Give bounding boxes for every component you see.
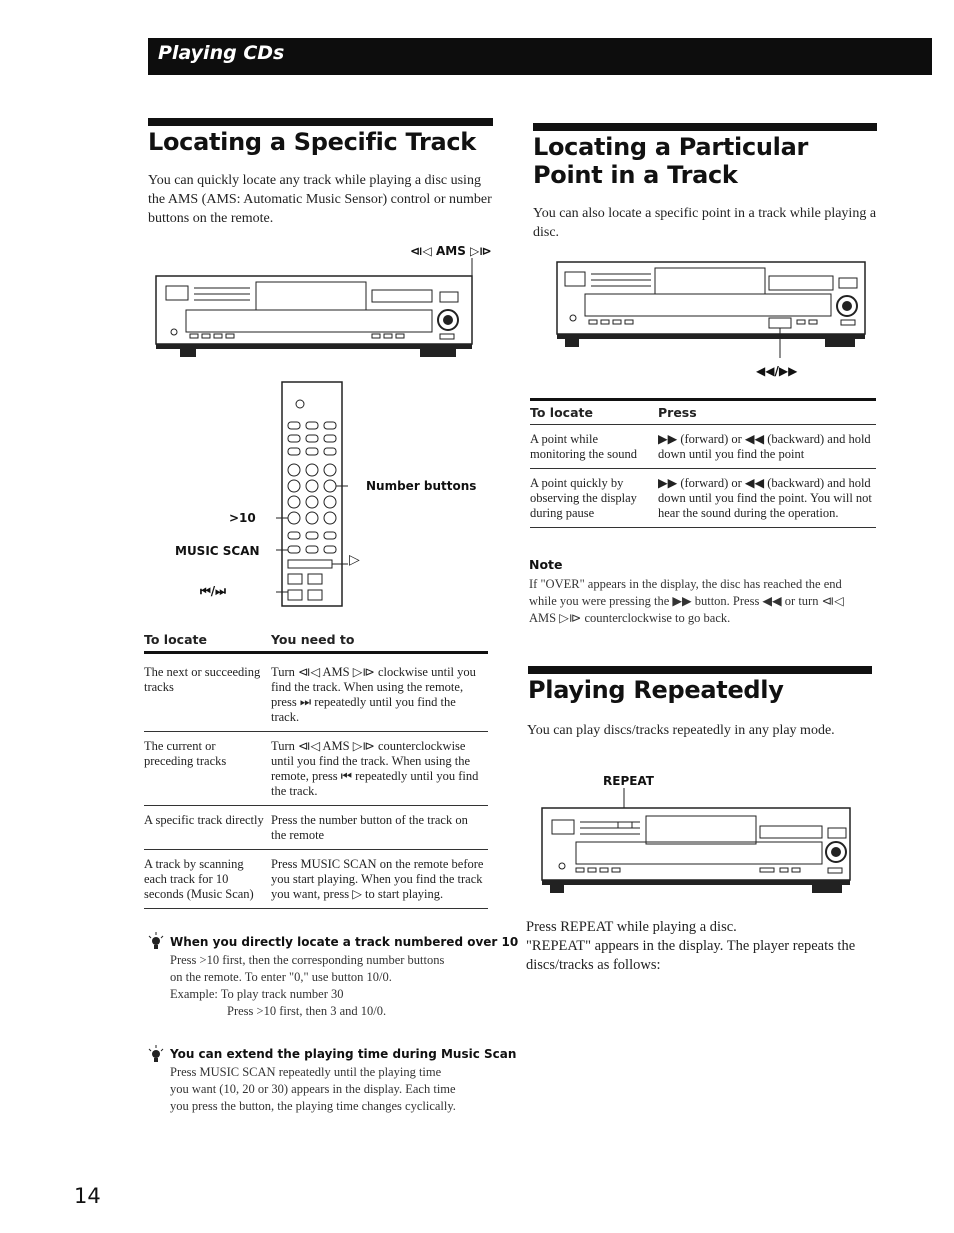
intro-locate-point: You can also locate a specific point in a track while playing a disc.: [533, 206, 877, 240]
table-cell: A point quickly by observing the display during pause: [530, 469, 658, 528]
table-row: [144, 850, 488, 909]
table-header: Press: [658, 405, 697, 420]
table-header: To locate: [530, 405, 593, 420]
ffrew-label: ◀◀/▶▶: [756, 364, 798, 378]
tip-line: Press >10 first, then 3 and 10/0.: [227, 1004, 387, 1018]
table-cell: Turn ⧏◁ AMS ▷⧐ counterclockwise until you find the track. When using the remote, press ⏮ repeatedly until you find the track.: [271, 732, 488, 806]
table-cell: A point while monitoring the sound: [530, 425, 658, 469]
table-cell: A track by scanning each track for 10 seconds (Music Scan): [144, 850, 271, 909]
repeat-step: Press REPEAT while playing a disc.: [526, 919, 737, 935]
tip-body: [170, 952, 490, 1020]
table-row: [530, 469, 876, 528]
play-arrow-icon: ▷: [349, 553, 360, 568]
table-cell: ▶▶ (forward) or ◀◀ (backward) and hold down until you find the point: [658, 425, 876, 469]
table-header-row: [144, 632, 488, 653]
table-cell: Turn ⧏◁ AMS ▷⧐ clockwise until you find the track. When using the remote, press ⏭ repeatedly until you find the track.: [271, 665, 476, 724]
table-cell: Press MUSIC SCAN on the remote before you start playing. When you find the track you want, press ▷ to start playing.: [271, 850, 488, 909]
cd-player-illustration: [540, 788, 856, 898]
tip-line: you want (10, 20 or 30) appears in the display. Each time: [170, 1082, 456, 1096]
locate-point-table: [530, 398, 876, 528]
tip-body: [170, 1064, 490, 1115]
page-number: 14: [74, 1184, 101, 1208]
cd-player-illustration: [150, 258, 480, 368]
page-header-title: Playing CDs: [158, 42, 285, 64]
table-row: [530, 425, 876, 469]
tip-heading: You can extend the playing time during Music Scan: [170, 1047, 517, 1061]
music-scan-label: MUSIC SCAN: [175, 544, 260, 558]
intro-locate-track: You can quickly locate any track while playing a disc using the AMS (AMS: Automatic Music Sensor) control or number buttons on the remote.: [148, 173, 492, 226]
table-cell: The current or preceding tracks: [144, 732, 271, 806]
lightbulb-icon: [148, 1045, 166, 1070]
lightbulb-icon: [148, 932, 166, 957]
section-title-repeat: Playing Repeatedly: [528, 676, 784, 704]
locate-track-table: [144, 632, 488, 909]
table-cell: The next or succeeding tracks: [144, 665, 261, 694]
prev-next-label: ⏮/⏭: [200, 584, 226, 598]
gt10-label: >10: [229, 511, 256, 525]
section-rule: [533, 123, 877, 131]
table-cell: ▶▶ (forward) or ◀◀ (backward) and hold down until you find the point. You will not hear the sound during the operation.: [658, 469, 876, 528]
tip-heading: When you directly locate a track numbered over 10: [170, 935, 519, 949]
repeat-instructions: [526, 918, 866, 975]
section-title-locate-track: Locating a Specific Track: [148, 128, 476, 156]
section-rule: [148, 118, 493, 126]
intro-repeat: You can play discs/tracks repeatedly in any play mode.: [527, 723, 835, 738]
table-cell: A specific track directly: [144, 806, 271, 850]
cd-player-illustration: [555, 258, 871, 358]
table-row: [144, 806, 488, 850]
table-header: You need to: [271, 632, 355, 647]
table-header-row: [530, 400, 876, 425]
section-rule: [528, 666, 872, 674]
table-row: [144, 658, 488, 732]
note-heading: Note: [529, 557, 563, 572]
tip-line: Example: To play track number 30: [170, 987, 344, 1001]
tip-line: Press MUSIC SCAN repeatedly until the playing time: [170, 1065, 442, 1079]
table-header: To locate: [144, 632, 207, 647]
table-cell: Press the number button of the track on the remote: [271, 806, 488, 850]
remote-control-illustration: [276, 380, 348, 610]
ams-label: ⧏◁ AMS ▷⧐: [410, 244, 492, 258]
repeat-step: "REPEAT" appears in the display. The player repeats the discs/tracks as follows:: [526, 938, 856, 973]
table-row: [144, 732, 488, 806]
note-text: If "OVER" appears in the display, the disc has reached the end while you were pressing the ▶▶ button. Press ◀◀ or turn ⧏◁ AMS ▷⧐ counterclockwise to go back.: [529, 577, 844, 625]
tip-line: Press >10 first, then the corresponding number buttons: [170, 953, 445, 967]
number-buttons-label: Number buttons: [366, 479, 477, 493]
section-title-locate-point: Locating a Particular Point in a Track: [533, 133, 809, 189]
tip-line: on the remote. To enter "0," use button 10/0.: [170, 970, 392, 984]
repeat-label: REPEAT: [603, 774, 654, 788]
tip-line: you press the button, the playing time changes cyclically.: [170, 1099, 456, 1113]
